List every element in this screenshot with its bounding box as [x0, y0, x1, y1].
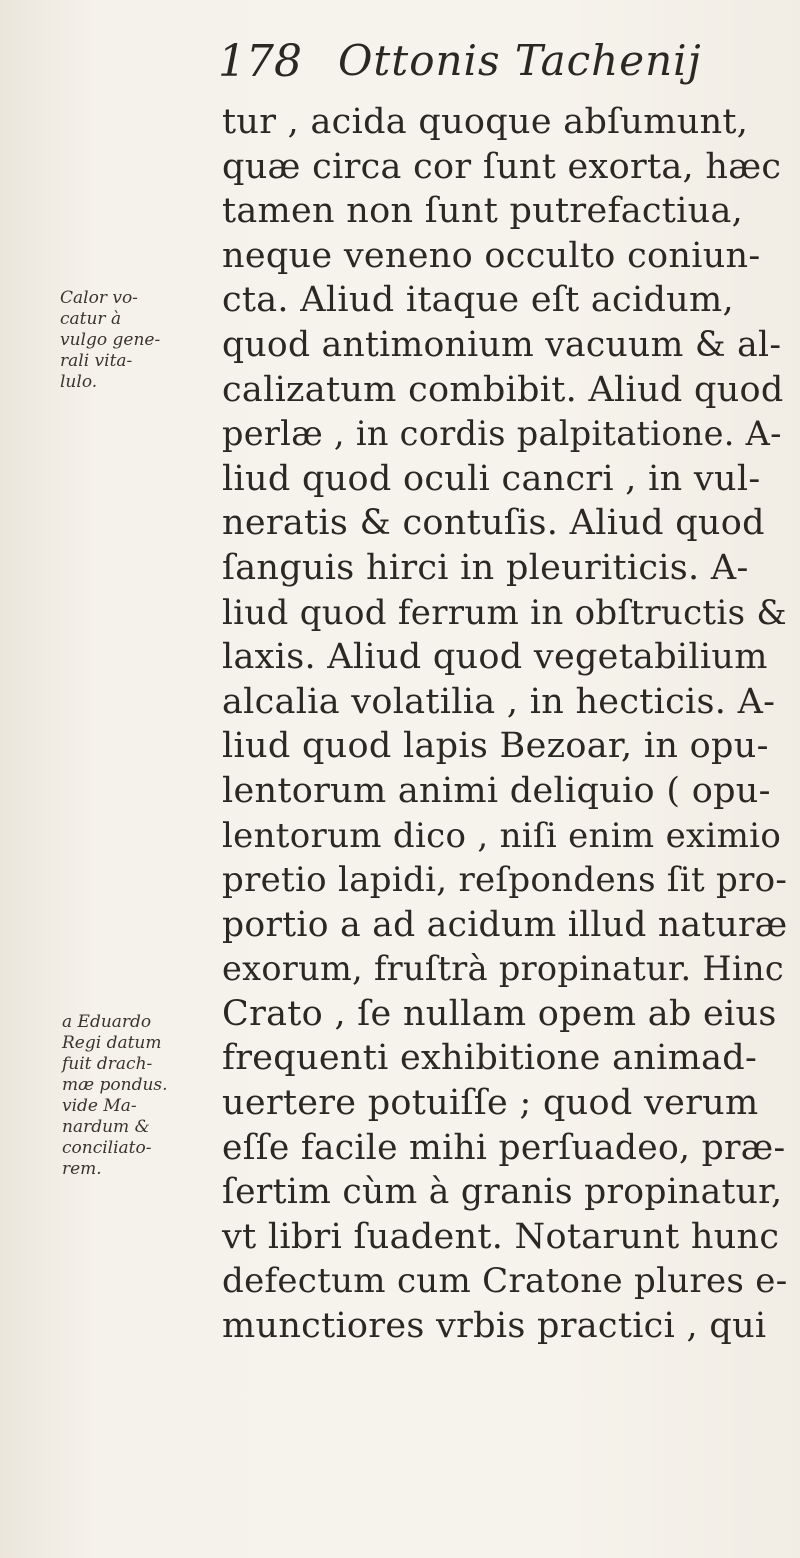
- text-line: quæ circa cor ſunt exorta, hæc: [222, 146, 782, 187]
- text-line: frequenti exhibitione animad-: [222, 1038, 758, 1079]
- margin-note-line: lulo.: [60, 372, 98, 392]
- running-title: Ottonis Tachenij: [338, 36, 702, 85]
- text-line: quod antimonium vacuum & al-: [222, 324, 782, 365]
- text-line: liud quod oculi cancri , in vul-: [222, 458, 761, 499]
- text-line: neratis & contuſis. Aliud quod: [222, 503, 765, 544]
- margin-note-line: vide Ma-: [62, 1096, 137, 1116]
- margin-note-line: mæ pondus.: [62, 1075, 168, 1095]
- text-line: liud quod lapis Bezoar, in opu-: [222, 726, 769, 767]
- text-line: alcalia volatilia , in hecticis. A-: [222, 681, 776, 722]
- margin-note-line: vulgo gene-: [60, 330, 161, 350]
- body-text: [222, 100, 788, 1349]
- margin-note-line: Regi datum: [62, 1033, 162, 1053]
- text-line: ſanguis hirci in pleuriticis. A-: [222, 547, 749, 588]
- text-line: liud quod ferrum in obſtructis &: [222, 592, 787, 633]
- text-line: tur , acida quoque abſumunt,: [222, 102, 749, 142]
- margin-note-line: conciliato-: [62, 1138, 152, 1158]
- text-line: exorum, fruſtrà propinatur. Hinc: [222, 949, 784, 989]
- text-line: munctiores vrbis practici , qui: [222, 1306, 767, 1347]
- text-line: ſertim cùm à granis propinatur,: [222, 1172, 783, 1213]
- margin-note-line: Calor vo-: [60, 288, 138, 308]
- margin-note-calor: [60, 288, 220, 393]
- text-line: uertere potuiſſe ; quod verum: [222, 1083, 759, 1124]
- text-line: eſſe facile mihi perſuadeo, præ-: [222, 1127, 786, 1168]
- text-line: portio a ad acidum illud naturæ: [222, 904, 788, 945]
- text-line: tamen non ſunt putrefactiua,: [222, 191, 744, 232]
- text-line: defectum cum Cratone plures e-: [222, 1261, 788, 1302]
- margin-note-line: fuit drach-: [62, 1054, 153, 1074]
- text-line: lentorum animi deliquio ( opu-: [222, 770, 771, 811]
- margin-note-line: a Eduardo: [62, 1012, 152, 1032]
- page-header: [218, 28, 778, 98]
- text-line: pretio lapidi, reſpondens ſit pro-: [222, 860, 788, 901]
- text-line: cta. Aliud itaque eſt acidum,: [222, 280, 734, 321]
- margin-note-line: rem.: [62, 1159, 102, 1179]
- margin-note-line: rali vita-: [60, 351, 133, 371]
- text-line: Crato , ſe nullam opem ab eius: [222, 993, 777, 1034]
- margin-note-line: catur à: [60, 309, 122, 329]
- text-line: calizatum combibit. Aliud quod: [222, 369, 784, 410]
- margin-note-eduardo: [62, 1012, 222, 1180]
- page-number: 178: [218, 36, 302, 87]
- text-line: vt libri ſuadent. Notarunt hunc: [222, 1216, 780, 1257]
- text-line: laxis. Aliud quod vegetabilium: [222, 637, 768, 678]
- margin-note-line: nardum &: [62, 1117, 150, 1137]
- text-line: perlæ , in cordis palpitatione. A-: [222, 414, 782, 454]
- text-line: neque veneno occulto coniun-: [222, 235, 761, 276]
- text-line: lentorum dico , niſi enim eximio: [222, 815, 782, 856]
